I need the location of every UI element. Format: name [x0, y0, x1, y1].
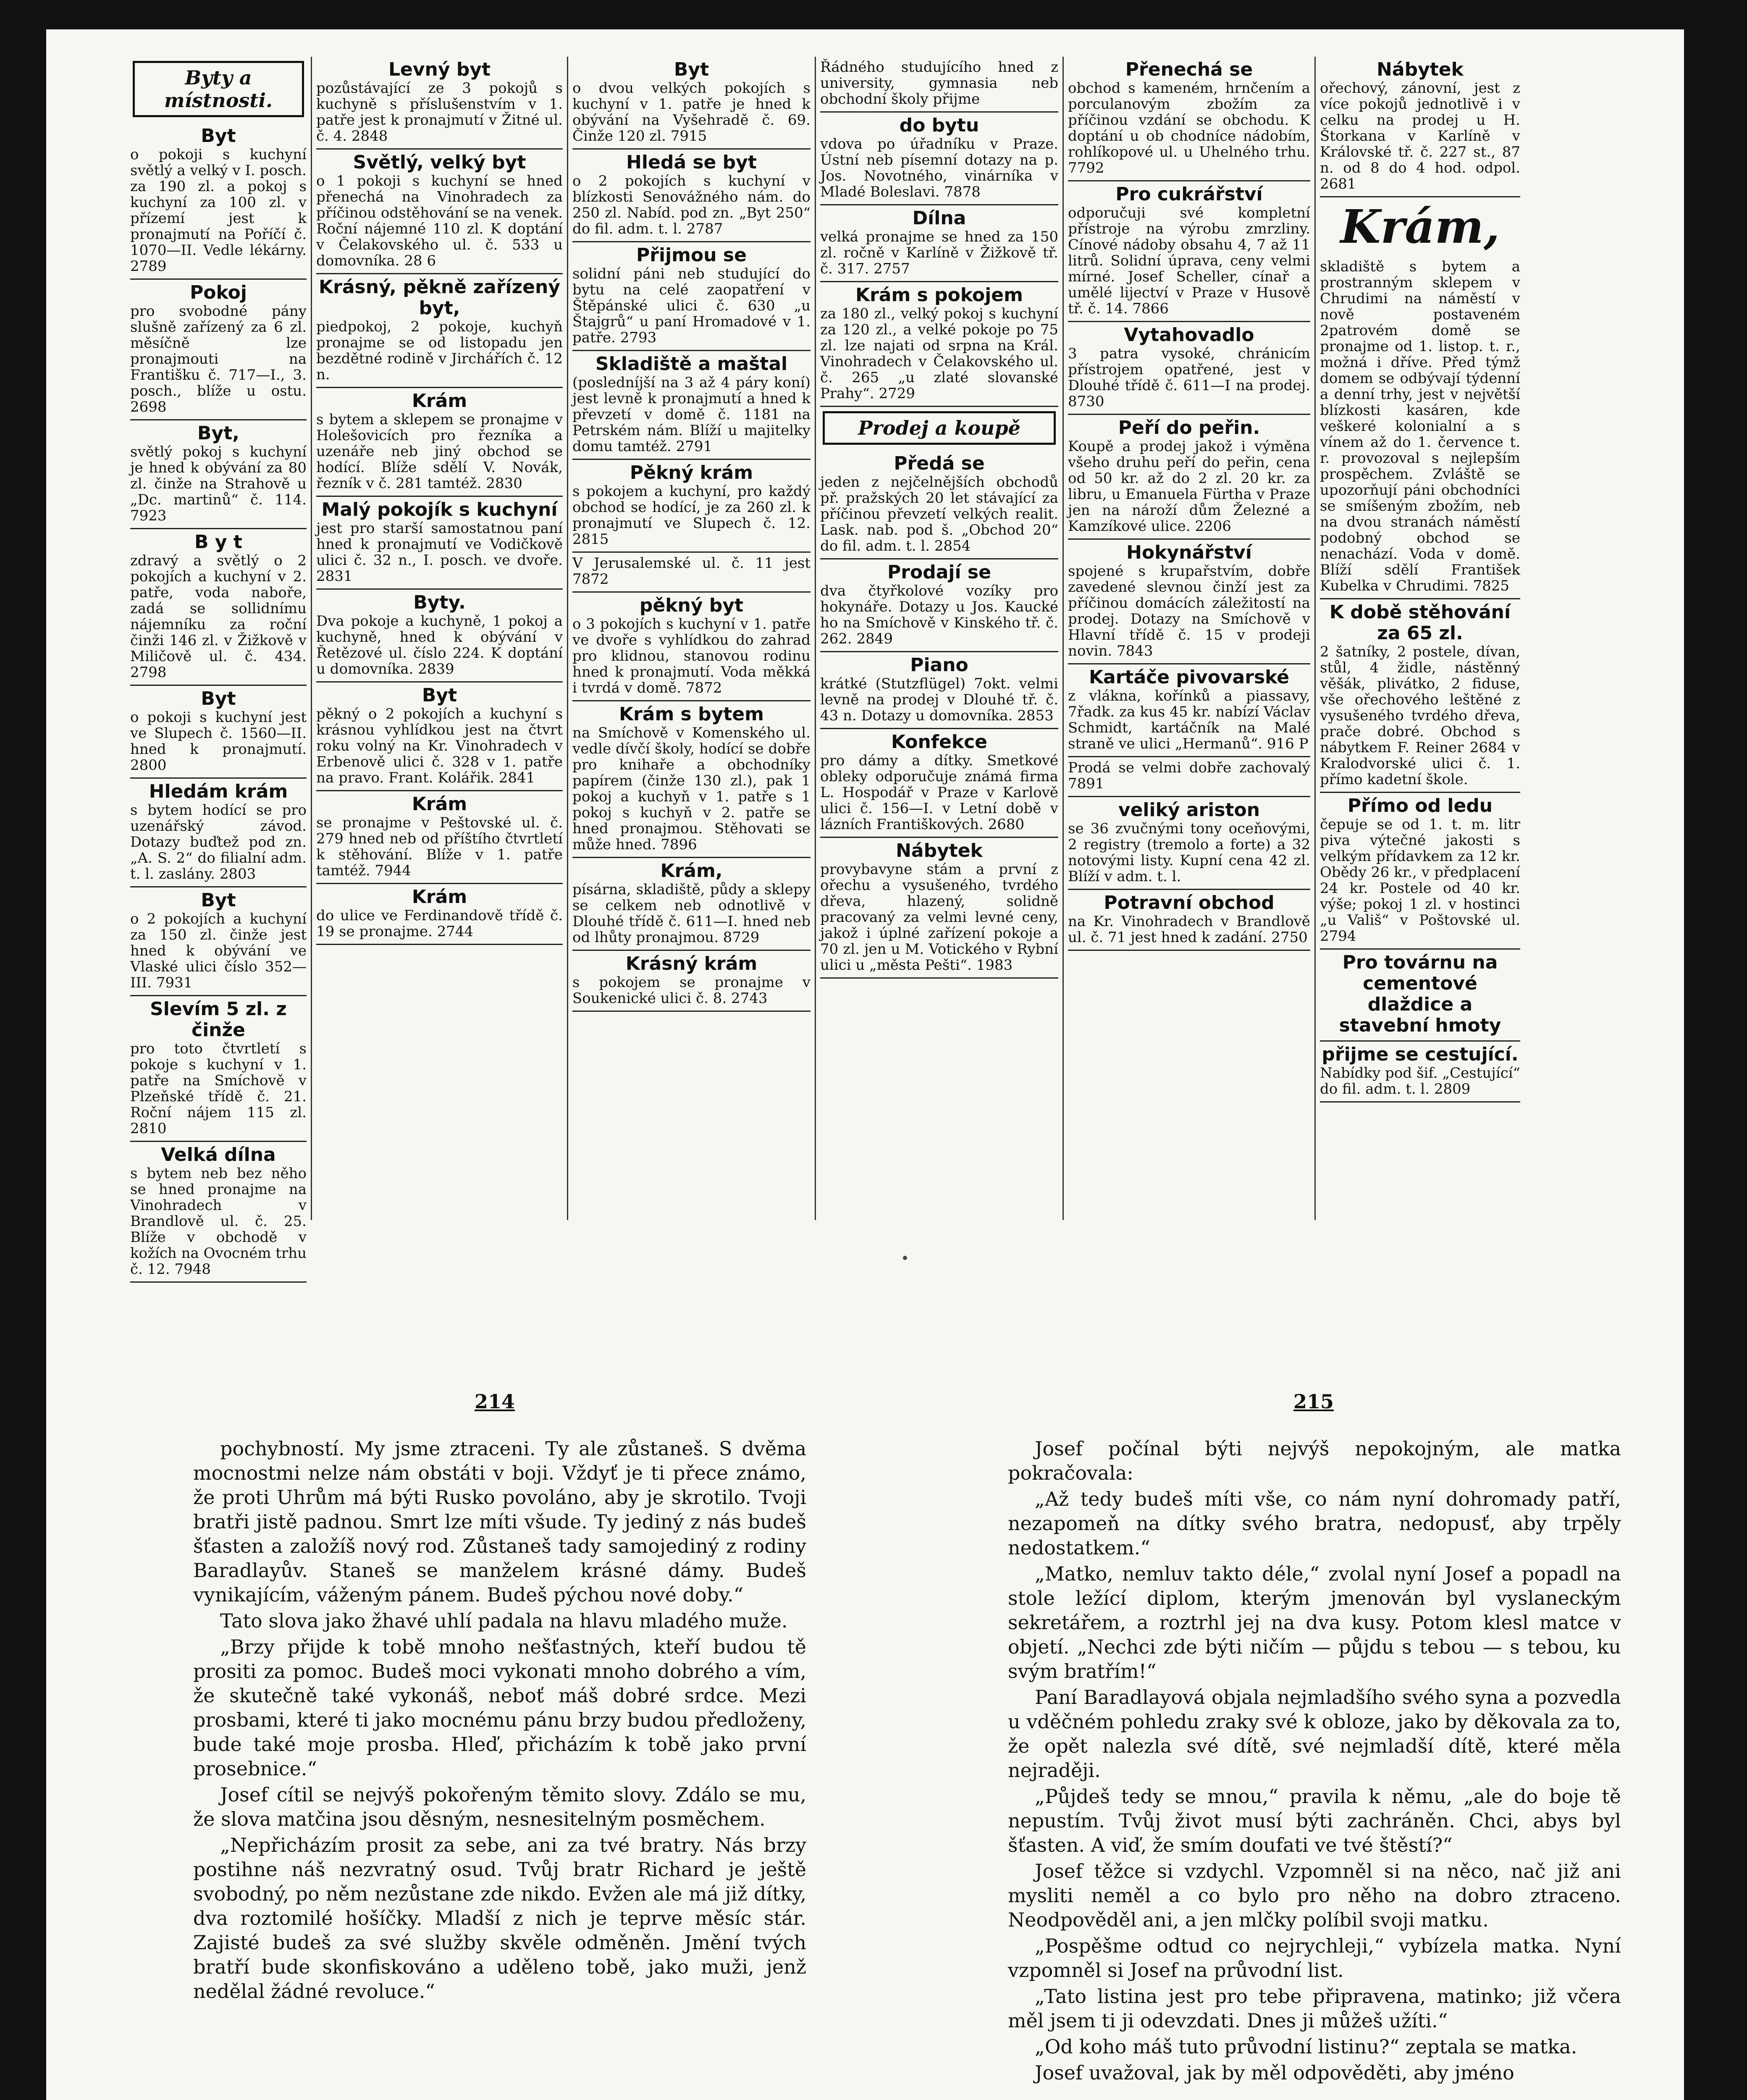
- story-paragraph: „Matko, nemluv takto déle,“ zvolal nyní Josef a popadl na stole ležící diplom, kterým jmenován byl vyslaneckým sekretářem, a roztrhl jej na dva kusy. Potom klesl matce v objetí. „Nechci zde býti ničím — půjdu s tebou — s tebou, ku svým bratřím!“: [1008, 1562, 1621, 1683]
- ad-heading: Dílna: [912, 207, 966, 229]
- classified-ad: [316, 150, 563, 274]
- classified-ad: [316, 274, 563, 388]
- ad-heading: Vytahovadlo: [1124, 324, 1254, 346]
- ad-text: na Kr. Vinohradech v Brandlově ul. č. 71 jest hned k zadání. 2750: [1068, 913, 1310, 946]
- ad-text: jeden z nejčelnějších obchodů př. pražských 20 let stávající za příčinou převzetí velkých realit. Lask. nab. pod š. „Obchod 20“ do fil. adm. t. l. 2854: [820, 474, 1058, 554]
- print-speck: [903, 1256, 907, 1260]
- ad-heading: do bytu: [899, 115, 979, 136]
- ad-heading: Přímo od ledu: [1347, 795, 1493, 816]
- ad-heading: Krám s pokojem: [855, 284, 1023, 306]
- classified-ad: [820, 652, 1058, 729]
- ad-text: světlý pokoj s kuchyní je hned k obývání za 80 zl. činže na Strahově u „Dc. martinů“ č. 114. 7923: [130, 444, 307, 524]
- story-paragraph: pochybností. My jsme ztraceni. Ty ale zůstaneš. S dvěma mocnostmi nelze nám obstáti v boji. Vždyť je ti přece známo, že proti Uhrům má býti Rusko povoláno, aby je skrotilo. Tvoji bratři jistě padnou. Smrt lze míti všude. Ty jediný z nás budeš šťasten a založíš nový rod. Zůstaneš tady samojediný z rodiny Baradlayův. Staneš se manželem krásné dámy. Budeš vynikajícím, váženým pánem. Budeš pýchou nové doby.“: [193, 1437, 806, 1606]
- ad-heading: Světlý, velký byt: [353, 152, 526, 173]
- classified-ad: [1320, 57, 1520, 197]
- ad-text: na Smíchově v Komenského ul. vedle dívčí školy, hodící se dobře pro knihaře a obchodníky papírem (činže 130 zl.), pak 1 pokoj a kuchyň v 1. patře s 1 pokoj s kuchyň v 2. patře se hned pronajmou. Stěhovati se může hned. 7896: [572, 724, 811, 853]
- ad-heading: Hledá se byt: [626, 152, 757, 173]
- ad-text: pozůstávající ze 3 pokojů s kuchyně s příslušenstvím v 1. patře jest k pronajmutí v Žitné ul. č. 4. 2848: [316, 80, 563, 144]
- ad-heading: Konfekce: [891, 731, 988, 753]
- story-paragraph: „Od koho máš tuto průvodní listinu?“ zeptala se matka.: [1035, 2035, 1577, 2058]
- classified-ad: [1068, 890, 1310, 951]
- classified-ad: [130, 420, 307, 529]
- classified-ad: [1068, 797, 1310, 890]
- ad-heading: Hokynářství: [1126, 542, 1252, 563]
- ad-heading: přijme se cestující.: [1322, 1044, 1519, 1065]
- classified-ad: [572, 150, 811, 242]
- classified-ad: [1320, 599, 1520, 793]
- ad-heading: Byty.: [413, 592, 466, 613]
- ad-text: písárna, skladiště, půdy a sklepy se celkem neb odnotlivě v Dlouhé třídě č. 611—I. hned neb od lhůty pronajmou. 8729: [572, 881, 811, 946]
- ad-heading: Přenechá se: [1125, 59, 1253, 80]
- ad-text: čepuje se od 1. t. m. litr piva výtečné jakosti s velkým přídavkem za 12 kr. Obědy 26 kr., v předplacení 24 kr. Postele od 40 kr. výše; pokoj 1 zl. v hostinci „u Vališ“ v Poštovské ul. 2794: [1320, 816, 1520, 945]
- ad-heading: Kartáče pivovarské: [1089, 667, 1290, 688]
- classified-ad: [130, 529, 307, 686]
- ad-text: obchod s kameném, hrnčením a porculanovým zbožím za příčinou vzdání se obchodu. K doptání u ob chodníce nádobím, rohlíkopové ul. u Uhelného trhu. 7792: [1068, 80, 1310, 176]
- classified-ad: [316, 590, 563, 682]
- ad-heading: Byt,: [197, 423, 239, 444]
- story-paragraph: „Půjdeš tedy se mnou,“ pravila k němu, „ale do boje tě nepustím. Tvůj život musí býti zachráněn. Chci, abys byl šťasten. A viď, že smím doufati ve tvé štěstí?“: [1008, 1785, 1621, 1856]
- ad-heading: Byt: [201, 125, 236, 147]
- ad-column-5: [1062, 57, 1314, 1220]
- ad-text: solidní páni neb studující do bytu na celé zaopatření v Štěpánské ulici č. 630 „u Štajgrů“ u paní Hromadové v 1. patře. 2793: [572, 265, 811, 346]
- section-heading-box: Prodej a koupě: [823, 411, 1056, 445]
- ad-heading: Pěkný krám: [630, 462, 753, 483]
- classified-ad: [572, 460, 811, 553]
- ad-text: o 1 pokoji s kuchyní se hned přenechá na Vinohradech za příčinou odstěhování se na venek. Roční nájemné 110 zl. K doptání v Čelakovského ul. č. 533 u domovníka. 28 6: [316, 173, 563, 269]
- ad-text: Nabídky pod šif. „Cestující“ do fil. adm. t. l. 2809: [1320, 1065, 1520, 1097]
- ad-heading: Krám: [412, 390, 467, 412]
- ad-text: do ulice ve Ferdinandově třídě č. 19 se pronajme. 2744: [316, 907, 563, 940]
- ad-heading: Byt: [674, 59, 709, 80]
- ad-heading: Krám: [412, 793, 467, 815]
- classified-ad: [572, 57, 811, 150]
- story-paragraph: „Nepřicházím prosit za sebe, ani za tvé bratry. Nás brzy postihne náš nezvratný osud. Tvůj bratr Richard je ještě svobodný, po něm nezůstane zde nikdo. Evžen ale má již dítky, dva roztomilé hošíčky. Mladší z nich je teprve měsíc stár. Zajisté budeš za své služby skvěle odměněn. Jmění tvých bratří bude skonfiskováno a uděleno tobě, jako muži, jenž nedělal žádné revoluce.“: [193, 1834, 806, 2003]
- classified-ad: [572, 951, 811, 1012]
- ad-text: se pronajme v Peštovské ul. č. 279 hned neb od příštího čtvrtletí k stěhování. Blíže v 1. patře tamtéž. 7944: [316, 814, 563, 879]
- ad-text: ořechový, zánovní, jest z více pokojů jednotlivě i v celku na prodej u H. Štorkana v Karlíně v Královské tř. č. 227 st., 87 n. od 8 do 4 hod. odpol. 2681: [1320, 80, 1520, 192]
- classified-ad: [572, 553, 811, 593]
- ad-text: s bytem hodící se pro uzenářský závod. Dotazy buďtež pod zn. „A. S. 2“ do filialní adm. t. l. zaslány. 2803: [130, 802, 307, 882]
- right-page-number: 215: [1293, 1390, 1334, 1413]
- classified-ad: [820, 559, 1058, 652]
- ad-column-4: [815, 57, 1062, 1220]
- story-paragraph: „Brzy přijde k tobě mnoho nešťastných, kteří budou tě prositi za pomoc. Budeš moci vykonati mnoho dobrého a vím, že skutečně také vykonáš, neboť máš dobré srdce. Mezi prosbami, které ti jako mocnému pánu brzy budou předloženy, bude také moje prosba. Hleď, přicházím k tobě jako první prosebnice.“: [193, 1635, 806, 1780]
- story-paragraph: Josef počínal býti nejvýš nepokojným, ale matka pokračovala:: [1008, 1437, 1621, 1484]
- classified-ad: [820, 205, 1058, 282]
- ad-heading: Byt: [422, 685, 457, 706]
- ad-text: zdravý a světlý o 2 pokojích a kuchyní v 2. patře, voda naboře, zadá se sollidnímu nájemníku za roční činži 146 zl. v Žižkově v Miličově ul. č. 434. 2798: [130, 552, 307, 681]
- classified-ad: [130, 887, 307, 996]
- classified-ad: [316, 682, 563, 791]
- ad-text: 3 patra vysoké, chránicím přístrojem opatřené, jest v Dlouhé třídě č. 611—I na prodej. 8730: [1068, 345, 1310, 410]
- ad-heading: Levný byt: [388, 59, 491, 80]
- ad-heading: Velká dílna: [161, 1144, 276, 1166]
- ad-text: s pokojem a kuchyní, pro každý obchod se hodící, je za 260 zl. k pronajmutí ve Slupech č. 12. 2815: [572, 483, 811, 548]
- classified-ad: [130, 280, 307, 420]
- classified-ad: [316, 388, 563, 497]
- ad-heading: Nábytek: [1377, 59, 1464, 80]
- ad-text: o 2 pokojích a kuchyní za 150 zl. činže jest hned k obývání ve Vlaské ulici číslo 352—III. 7931: [130, 911, 307, 991]
- classified-ad: [572, 593, 811, 701]
- classified-ad: [1068, 540, 1310, 664]
- ad-heading: Pro továrnu na cementové dlaždice a stavební hmoty: [1339, 952, 1501, 1036]
- classified-ad: [130, 996, 307, 1142]
- ad-text: vdova po úřadníku v Praze. Ústní neb písemní dotazy na p. Jos. Novotného, vinárníka v Mladé Boleslavi. 7878: [820, 136, 1058, 200]
- classified-ad: [130, 686, 307, 779]
- classified-ad: [820, 451, 1058, 559]
- classified-ad: [820, 113, 1058, 205]
- ad-text: s bytem neb bez něho se hned pronajme na Vinohradech v Brandlově ul. č. 25. Blíže v obchodě v kožích na Ovocném trhu č. 12. 7948: [130, 1165, 307, 1278]
- ad-heading: Byt: [201, 688, 236, 709]
- ad-text: o pokoji s kuchyní jest ve Slupech č. 1560—II. hned k pronajmutí. 2800: [130, 709, 307, 774]
- right-page-text: [1008, 1436, 1621, 2087]
- ad-text: (posledníjší na 3 až 4 páry koní) jest levně k pronajmutí a hned k převzetí v domě č. 1181 na Petrském nám. Blíží u majitelky domu tamtéž. 2791: [572, 374, 811, 455]
- classified-ad: [1320, 256, 1520, 599]
- ad-heading: Krám: [412, 886, 467, 908]
- ad-text: provybavyne stám a první z ořechu a vysušeného, tvrdého dřeva, hlazený, solidně pracovaný za velmi levné ceny, jakož i úplné zařízení pokoje a 70 zl. jen u M. Votického v Rybní ulici u „města Pešti“. 1983: [820, 861, 1058, 974]
- classified-ad: [1320, 950, 1520, 1042]
- classified-ad: [130, 1142, 307, 1283]
- classified-ad: [1068, 57, 1310, 181]
- ad-text: jest pro starší samostatnou paní hned k pronajmutí ve Vodičkově ulici č. 32 n., I. posch. ve dvoře. 2831: [316, 520, 563, 585]
- ad-text: o 2 pokojích s kuchyní v blízkosti Senovážného nám. do 250 zl. Nabíd. pod zn. „Byt 250“ do fil. adm. t. l. 2787: [572, 173, 811, 237]
- ad-heading: pěkný byt: [639, 595, 744, 616]
- story-paragraph: Tato slova jako žhavé uhlí padala na hlavu mladého muže.: [220, 1609, 788, 1632]
- ad-heading: Krám,: [660, 860, 723, 882]
- left-page-number: 214: [475, 1390, 515, 1413]
- classified-ad: [1068, 757, 1310, 797]
- ad-text: pro toto čtvrtletí s pokoje s kuchyní v 1. patře na Smíchově v Plzeňské třídě č. 21. Roční nájem 115 zl. 2810: [130, 1040, 307, 1137]
- classified-ad: [1320, 1042, 1520, 1102]
- story-paragraph: „Až tedy budeš míti vše, co nám nyní dohromady patří, nezapomeň na dítky svého bratra, nedopusť, aby trpěly nedostatkem.“: [1008, 1488, 1621, 1559]
- ad-heading: Krásný krám: [625, 953, 758, 974]
- story-paragraph: „Tato listina jest pro tebe připravena, matinko; již včera měl jsem ti ji odevzdati. Dnes ji můžeš užíti.“: [1008, 1985, 1621, 2032]
- ad-heading: K době stěhování za 65 zl.: [1329, 601, 1511, 644]
- ad-text: s bytem a sklepem se pronajme v Holešovicích pro řezníka a uzenáře neb jiný obchod se hodící. Blíže sdělí V. Novák, řezník v č. 281 tamtéž. 2830: [316, 411, 563, 492]
- ad-heading: Pokoj: [190, 282, 247, 303]
- ad-text: pro svobodné pány slušně zařízený za 6 zl. měsíčně lze pronajmouti na Františku č. 717—I., 3. posch., blíže u ostu. 2698: [130, 303, 307, 415]
- ad-heading: Skladiště a maštal: [595, 353, 788, 375]
- ad-text: velká pronajme se hned za 150 zl. ročně v Karlíně v Žižkově tř. č. 317. 2757: [820, 228, 1058, 277]
- classified-ad: [820, 729, 1058, 838]
- ad-column-3: [567, 57, 815, 1220]
- classified-ad: [316, 791, 563, 884]
- story-paragraph: Josef uvažoval, jak by měl odpověděti, aby jméno: [1035, 2061, 1514, 2084]
- classified-ad: [1068, 664, 1310, 757]
- ad-heading: Peří do peřin.: [1118, 417, 1260, 438]
- ad-heading: Potravní obchod: [1104, 892, 1275, 914]
- ad-heading: Piano: [910, 654, 968, 676]
- classified-ad: [820, 838, 1058, 979]
- ad-heading: Byt: [201, 890, 236, 911]
- ad-heading: Slevím 5 zl. z činže: [150, 998, 287, 1041]
- classified-ad: [316, 57, 563, 150]
- ad-heading: Přijmou se: [636, 244, 747, 266]
- story-paragraph: Paní Baradlayová objala nejmladšího svého syna a pozvedla u vděčném pohledu zraky své k obloze, jako by děkovala za to, že opět nalezla své dítě, své nejmladší dítě, které měla nejraději.: [1008, 1686, 1621, 1782]
- ad-heading: Malý pokojík s kuchyní: [321, 499, 558, 520]
- classified-ad: [820, 57, 1058, 113]
- ad-heading: Krásný, pěkně zařízený byt,: [319, 276, 560, 319]
- classified-ad: [316, 884, 563, 945]
- ad-text: V Jerusalemské ul. č. 11 jest 7872: [572, 555, 811, 588]
- ad-heading: Pro cukrářství: [1115, 184, 1263, 205]
- ad-text: krátké (Stutzflügel) 7okt. velmi levně na prodej v Dlouhé tř. č. 43 n. Dotazy u domovníka. 2853: [820, 675, 1058, 724]
- ad-column-2: [311, 57, 567, 1220]
- classified-ad: [130, 779, 307, 887]
- story-paragraph: Josef cítil se nejvýš pokořeným těmito slovy. Zdálo se mu, že slova matčina jsou děsným, nesnesitelným posměchem.: [193, 1783, 806, 1830]
- classified-ads-section: [126, 57, 1520, 1278]
- ad-text: za 180 zl., velký pokoj s kuchyní za 120 zl., a velké pokoje po 75 zl. lze najati od srpna na Král. Vinohradech v Čelakovského ul. č. 265 „u zlaté slovanské Prahy“. 2729: [820, 305, 1058, 402]
- ad-text: spojené s krupařstvím, dobře zavedené slevnou činží jest za příčinou domácích záležitostí na prodej. Dotazy na Smíchově v Hlavní třídě č. 15 v prodeji novin. 7843: [1068, 563, 1310, 659]
- classified-ad: [1068, 181, 1310, 322]
- classified-ad: [572, 858, 811, 951]
- ad-text: se 36 zvučnými tony oceňovými, 2 registry (tremolo a forte) a 32 notovými listy. Kupní cena 42 zl. Blíží v adm. t. l.: [1068, 820, 1310, 885]
- ad-heading: Předá se: [894, 453, 985, 474]
- ad-heading: B y t: [194, 531, 242, 553]
- ad-text: s pokojem se pronajme v Soukenické ulici č. 8. 2743: [572, 974, 811, 1007]
- ad-text: pěkný o 2 pokojích a kuchyní s krásnou vyhlídkou jest na čtvrt roku volný na Kr. Vinohradech v Erbenově ulici č. 328 v 1. patře na pravo. Frant. Kolářik. 2841: [316, 706, 563, 786]
- ad-text: o dvou velkých pokojích s kuchyní v 1. patře je hned k obývání na Vyšehradě č. 69. Činže 120 zl. 7915: [572, 80, 811, 144]
- ad-text: pro dámy a dítky. Smetkové obleky odporučuje známá firma L. Hospodář v Praze v Karlově ulici č. 156—I. v Letní době v lázních Františkových. 2680: [820, 752, 1058, 833]
- ad-text: dva čtyřkolové vozíky pro hokynáře. Dotazy u Jos. Kaucké ho na Smíchově v Kinského tř. č. 262. 2849: [820, 583, 1058, 647]
- ad-text: Prodá se velmi dobře zachovalý 7891: [1068, 759, 1310, 792]
- ad-column-1: [126, 57, 311, 1278]
- ad-text: Koupě a prodej jakož i výměna všeho druhu peří do peřin, cena od 50 kr. až do 2 zl. 20 kr. za libru, u Emanuela Fürtha v Praze jen na nároží dům Železné a Kamzíkové ulice. 2206: [1068, 438, 1310, 535]
- ad-text: Řádného studujícího hned z university, gymnasia neb obchodní školy přijme: [820, 59, 1058, 108]
- story-paragraph: Josef těžce si vzdychl. Vzpomněl si na něco, nač již ani mysliti neměl a co bylo pro něho na dobro ztraceno. Neodpověděl ani, a jen mlčky políbil svoji matku.: [1008, 1860, 1621, 1931]
- ad-text: o 3 pokojích s kuchyní v 1. patře ve dvoře s vyhlídkou do zahrad pro klidnou, stanovou rodinu hned k pronajmutí. Voda měkká i tvrdá v domě. 7872: [572, 616, 811, 696]
- ad-text: piedpokoj, 2 pokoje, kuchyň pronajme se od listopadu jen bezdětné rodině v Jirchářích č. 12 n.: [316, 318, 563, 383]
- ad-text: o pokoji s kuchyní světlý a velký v I. posch. za 190 zl. a pokoj s kuchyní za 100 zl. v přízemí jest k pronajmutí na Poříčí č. 1070—II. Vedle lékárny. 2789: [130, 146, 307, 275]
- story-paragraph: „Pospěšme odtud co nejrychleji,“ vybízela matka. Nyní vzpomněl si Josef na průvodní list.: [1008, 1935, 1621, 1982]
- ad-text: odporučuji své kompletní přístroje na výrobu zmrzliny. Cínové nádoby obsahu 4, 7 až 11 litrů. Solidní úprava, ceny velmi mírné. Josef Scheller, cínař a umělé lijectví v Praze v Husově tř. č. 14. 7866: [1068, 205, 1310, 317]
- classified-ad: [820, 282, 1058, 407]
- ad-text: 2 šatníky, 2 postele, dívan, stůl, 4 židle, nástěnný věšák, plivátko, 2 fiduse, vše ořechového leštěné z vysušeného tvrdého dřeva, prače dobré. Obchod s nábytkem F. Reiner 2684 v Kralodvorské ulici č. 1. přímo kadetní škole.: [1320, 643, 1520, 788]
- classified-ad: [130, 123, 307, 280]
- classified-ad: [1068, 322, 1310, 415]
- ad-text: Dva pokoje a kuchyně, 1 pokoj a kuchyně, hned k obývání v Řetězové ul. číslo 224. K doptání u domovníka. 2839: [316, 613, 563, 677]
- section-heading-box: Byty a místnosti.: [133, 61, 304, 117]
- ad-heading: Hledám krám: [149, 781, 288, 802]
- classified-ad: [1068, 415, 1310, 540]
- ad-heading: veliký ariston: [1118, 799, 1260, 821]
- classified-ad: [1320, 793, 1520, 950]
- ad-text: z vlákna, kořínků a piassavy, 7řadk. za kus 45 kr. nabízí Václav Schmidt, kartáčník na Malé straně ve ulici „Hermanů“. 916 P: [1068, 688, 1310, 752]
- ad-heading: Nábytek: [896, 840, 983, 861]
- ad-column-6: [1314, 57, 1524, 1220]
- classified-ad: [572, 242, 811, 351]
- classified-ad: [572, 701, 811, 858]
- ad-display-heading: Krám,: [1340, 200, 1500, 254]
- ad-heading: Krám s bytem: [619, 704, 764, 725]
- ad-heading: Prodají se: [887, 562, 991, 583]
- classified-ad: [316, 497, 563, 590]
- ad-text: skladiště s bytem a prostranným sklepem v Chrudimi na náměstí v nově postaveném 2patrovém domě se pronajme od 1. listop. t. r., možná i dříve. Před týmž domem se odbývají týdenní a denní trhy, jest v největší blízkosti kasáren, kde veškeré kolonialní a s vínem až do 1. července t. r. provozoval s nejlepším prospěchem. Zvláště se upozorňují páni obchodníci se smíšeným zbožím, neb na dvou stranách náměstí podobný obchod se nenachází. Voda v domě. Blíží sdělí František Kubelka v Chrudimi. 7825: [1320, 258, 1520, 594]
- left-page-text: [193, 1436, 806, 2005]
- classified-ad: [572, 351, 811, 460]
